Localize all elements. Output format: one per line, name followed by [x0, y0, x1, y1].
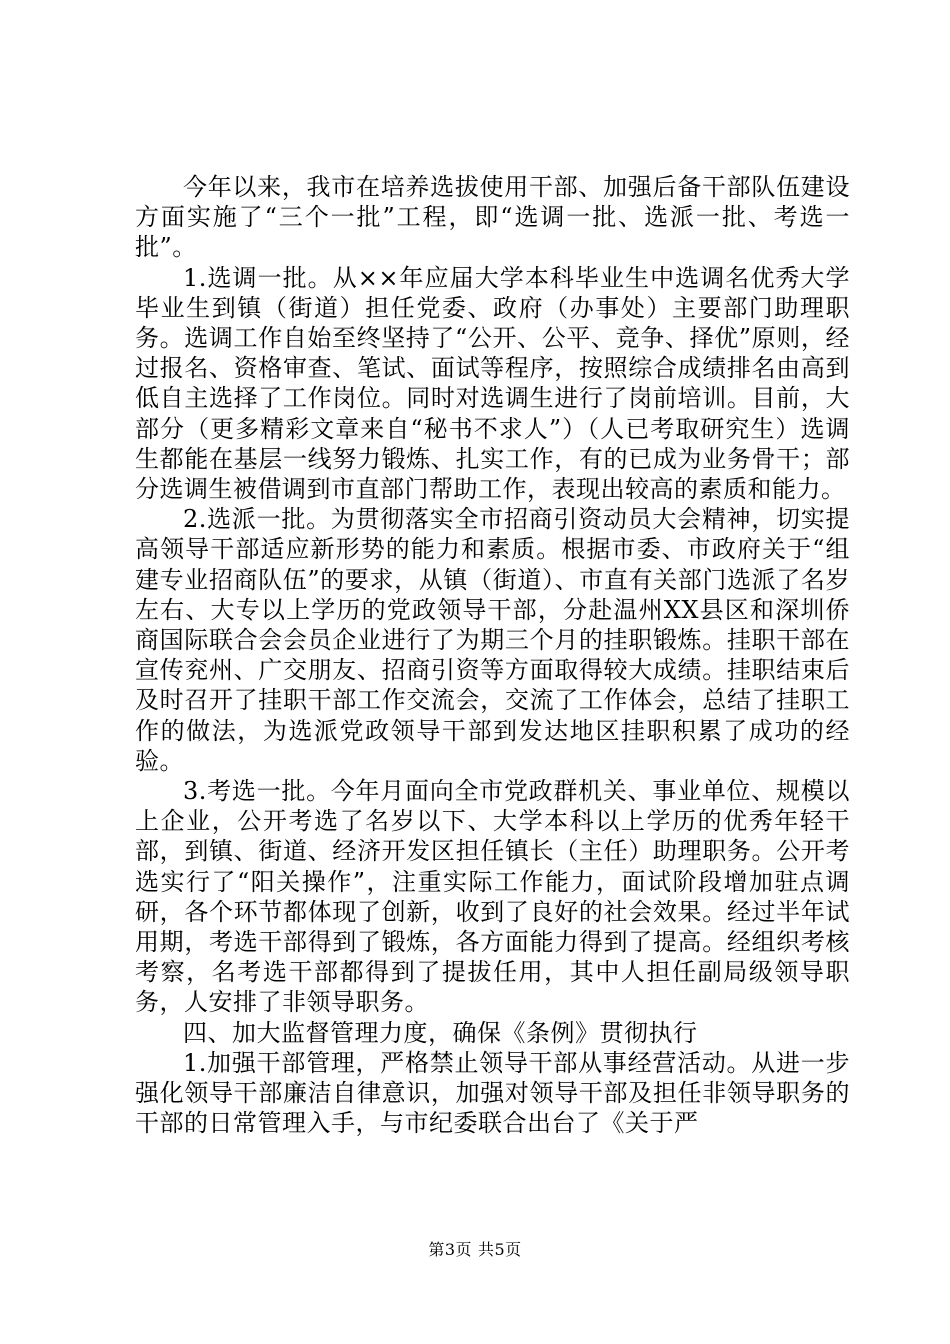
- paragraph-cadre-management: 1.加强干部管理，严格禁止领导干部从事经营活动。从进一步强化领导干部廉洁自律意识，加强对领导干部及担任非领导职务的干部的日常管理入手，与市纪委联合出台了《关于严: [135, 1048, 850, 1138]
- document-body: [135, 172, 850, 1139]
- section-heading-supervision: 四、加大监督管理力度，确保《条例》贯彻执行: [183, 1018, 698, 1047]
- paragraph-selection-dispatch: 2.选派一批。为贯彻落实全市招商引资动员大会精神，切实提高领导干部适应新形势的能力和素质。根据市委、市政府关于“组建专业招商队伍”的要求，从镇（街道）、市直有关部门选派了名岁左右、大专以上学历的党政领导干部，分赴温州XX县区和深圳侨商国际联合会会员企业进行了为期三个月的挂职锻炼。挂职干部在宣传兖州、广交朋友、招商引资等方面取得较大成绩。挂职结束后及时召开了挂职干部工作交流会，交流了工作体会，总结了挂职工作的做法，为选派党政领导干部到发达地区挂职积累了成功的经验。: [135, 505, 850, 775]
- paragraph-selection-transfer: 1.选调一批。从××年应届大学本科毕业生中选调名优秀大学毕业生到镇（街道）担任党委、政府（办事处）主要部门助理职务。选调工作自始至终坚持了“公开、公平、竞争、择优”原则，经过报名、资格审查、笔试、面试等程序，按照综合成绩排名由高到低自主选择了工作岗位。同时对选调生进行了岗前培训。目前，大部分（更多精彩文章来自“秘书不求人”）（人已考取研究生）选调生都能在基层一线努力锻炼、扎实工作，有的已成为业务骨干；部分选调生被借调到市直部门帮助工作，表现出较高的素质和能力。: [135, 263, 850, 504]
- page-footer: [0, 1240, 950, 1260]
- page-number: 第3页: [428, 1240, 472, 1259]
- paragraph-selection-exam: 3.考选一批。今年月面向全市党政群机关、事业单位、规模以上企业，公开考选了名岁以下、大学本科以上学历的优秀年轻干部，到镇、街道、经济开发区担任镇长（主任）助理职务。公开考选实行了“阳关操作”，注重实际工作能力，面试阶段增加驻点调研，各个环节都体现了创新，收到了良好的社会效果。经过半年试用期，考选干部得到了锻炼，各方面能力得到了提高。经组织考核考察，名考选干部都得到了提拔任用，其中人担任副局级领导职务，人安排了非领导职务。: [135, 777, 850, 1017]
- page-total: 共5页: [478, 1240, 522, 1259]
- paragraph-intro: 今年以来，我市在培养选拔使用干部、加强后备干部队伍建设方面实施了“三个一批”工程，即“选调一批、选派一批、考选一批”。: [135, 173, 850, 262]
